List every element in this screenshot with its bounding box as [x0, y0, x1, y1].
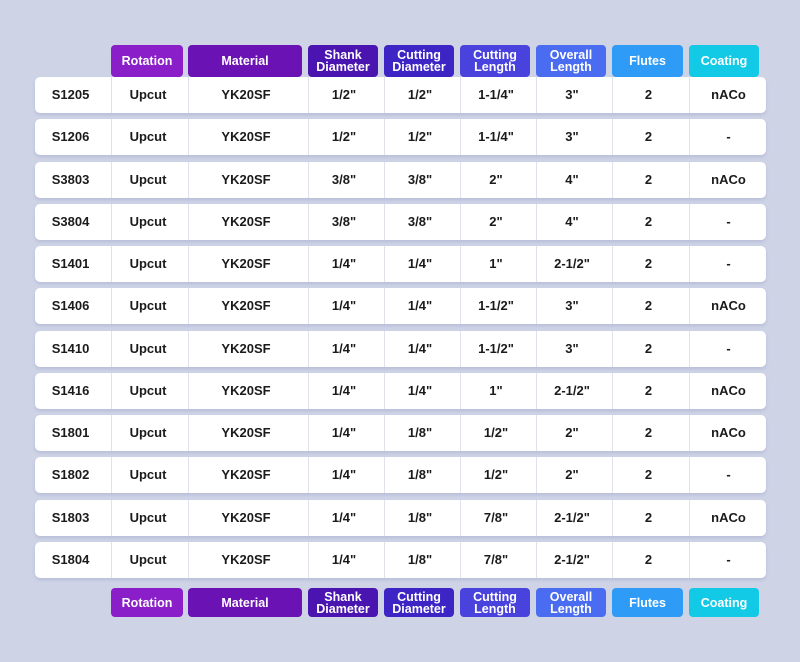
header-top-overall-length: [536, 45, 606, 77]
table-row[interactable]: [35, 246, 766, 282]
cell-sku: S1802: [51, 467, 90, 482]
header-bottom-cutting-length: [460, 588, 530, 617]
cell-flutes: 2: [612, 162, 684, 198]
header-top-material: [188, 45, 302, 77]
table-row[interactable]: [35, 457, 766, 493]
column-header-label: Material: [221, 54, 269, 68]
header-bottom-coating: [689, 588, 759, 617]
cell-cutting-diameter: 1/8": [384, 415, 455, 451]
column-header-label: Overall Length: [549, 589, 593, 616]
column-header-label: Shank Diameter: [316, 589, 370, 616]
cell-cutting-length: 1/2": [460, 457, 531, 493]
column-header-label: Material: [221, 595, 269, 610]
cell-cutting-diameter: 1/8": [384, 500, 455, 536]
cell-rotation: Upcut: [111, 288, 184, 324]
cell-rotation: Upcut: [111, 119, 184, 155]
cell-coating: -: [689, 246, 767, 282]
cell-flutes: 2: [612, 331, 684, 367]
cell-sku: S1416: [51, 383, 90, 398]
cell-flutes: 2: [612, 77, 684, 113]
cell-material: YK20SF: [188, 331, 303, 367]
cell-flutes: 2: [612, 457, 684, 493]
cell-flutes: 2: [612, 288, 684, 324]
cell-rotation: Upcut: [111, 415, 184, 451]
cell-shank-diameter: 1/4": [308, 415, 379, 451]
cell-sku: S3803: [51, 172, 90, 187]
column-header-label: Cutting Length: [473, 48, 517, 74]
cell-cutting-length: 1-1/2": [460, 288, 531, 324]
cell-shank-diameter: 1/4": [308, 457, 379, 493]
cell-sku: S3804: [51, 214, 90, 229]
cell-rotation: Upcut: [111, 77, 184, 113]
cell-flutes: 2: [612, 246, 684, 282]
cell-shank-diameter: 1/4": [308, 542, 379, 578]
table-row[interactable]: [35, 77, 766, 113]
cell-flutes: 2: [612, 373, 684, 409]
cell-rotation: Upcut: [111, 373, 184, 409]
table-row[interactable]: [35, 204, 766, 240]
table-row[interactable]: [35, 542, 766, 578]
header-top-shank-diameter: [308, 45, 378, 77]
cell-cutting-length: 1": [460, 373, 531, 409]
table-row[interactable]: [35, 119, 766, 155]
cell-coating: nACo: [689, 415, 767, 451]
cell-rotation: Upcut: [111, 542, 184, 578]
cell-overall-length: 2-1/2": [536, 246, 607, 282]
cell-overall-length: 3": [536, 77, 607, 113]
cell-coating: nACo: [689, 77, 767, 113]
cell-shank-diameter: 1/4": [308, 246, 379, 282]
column-header-label: Rotation: [121, 595, 173, 610]
cell-overall-length: 2": [536, 415, 607, 451]
cell-coating: -: [689, 119, 767, 155]
cell-rotation: Upcut: [111, 500, 184, 536]
header-bottom-rotation: [111, 588, 183, 617]
cell-cutting-diameter: 1/4": [384, 331, 455, 367]
cell-coating: -: [689, 331, 767, 367]
cell-shank-diameter: 3/8": [308, 204, 379, 240]
cell-rotation: Upcut: [111, 162, 184, 198]
column-header-row-bottom: [0, 582, 800, 622]
cell-overall-length: 3": [536, 331, 607, 367]
header-bottom-shank-diameter: [308, 588, 378, 617]
cell-rotation: Upcut: [111, 457, 184, 493]
cell-cutting-diameter: 1/8": [384, 457, 455, 493]
cell-overall-length: 2-1/2": [536, 542, 607, 578]
cell-material: YK20SF: [188, 246, 303, 282]
column-header-label: Cutting Length: [473, 589, 517, 616]
cell-flutes: 2: [612, 204, 684, 240]
cell-coating: -: [689, 204, 767, 240]
cell-sku: S1803: [51, 510, 90, 525]
cell-coating: -: [689, 457, 767, 493]
cell-coating: nACo: [689, 288, 767, 324]
cell-cutting-diameter: 1/4": [384, 373, 455, 409]
header-top-cutting-diameter: [384, 45, 454, 77]
cell-rotation: Upcut: [111, 331, 184, 367]
cell-shank-diameter: 1/4": [308, 288, 379, 324]
cell-coating: nACo: [689, 162, 767, 198]
cell-sku: S1205: [51, 87, 90, 102]
cell-shank-diameter: 1/2": [308, 77, 379, 113]
column-header-label: Flutes: [629, 595, 666, 610]
cell-flutes: 2: [612, 415, 684, 451]
header-bottom-cutting-diameter: [384, 588, 454, 617]
cell-rotation: Upcut: [111, 246, 184, 282]
cell-overall-length: 2-1/2": [536, 500, 607, 536]
cell-shank-diameter: 1/4": [308, 373, 379, 409]
column-header-label: Shank Diameter: [316, 48, 370, 74]
cell-overall-length: 2": [536, 457, 607, 493]
table-row[interactable]: [35, 415, 766, 451]
cell-material: YK20SF: [188, 288, 303, 324]
cell-sku: S1410: [51, 341, 90, 356]
cell-coating: -: [689, 542, 767, 578]
header-bottom-overall-length: [536, 588, 606, 617]
header-bottom-material: [188, 588, 302, 617]
cell-cutting-diameter: 1/2": [384, 119, 455, 155]
header-bottom-flutes: [612, 588, 683, 617]
cell-shank-diameter: 1/4": [308, 500, 379, 536]
cell-cutting-diameter: 3/8": [384, 162, 455, 198]
cell-sku: S1401: [51, 256, 90, 271]
cell-cutting-length: 7/8": [460, 542, 531, 578]
cell-shank-diameter: 1/4": [308, 331, 379, 367]
table-row[interactable]: [35, 162, 766, 198]
column-header-label: Rotation: [121, 54, 173, 68]
table-row[interactable]: [35, 288, 766, 324]
cell-material: YK20SF: [188, 415, 303, 451]
cell-sku: S1206: [51, 129, 90, 144]
table-row[interactable]: [35, 500, 766, 536]
cell-cutting-diameter: 1/4": [384, 246, 455, 282]
cell-flutes: 2: [612, 500, 684, 536]
cell-cutting-diameter: 1/4": [384, 288, 455, 324]
cell-overall-length: 4": [536, 162, 607, 198]
cell-coating: nACo: [689, 500, 767, 536]
cell-sku: S1804: [51, 552, 90, 567]
cell-overall-length: 3": [536, 119, 607, 155]
cell-material: YK20SF: [188, 162, 303, 198]
cell-rotation: Upcut: [111, 204, 184, 240]
header-top-cutting-length: [460, 45, 530, 77]
header-top-flutes: [612, 45, 683, 77]
cell-shank-diameter: 1/2": [308, 119, 379, 155]
column-header-label: Overall Length: [549, 48, 593, 74]
column-header-label: Cutting Diameter: [392, 48, 446, 74]
cell-cutting-length: 1-1/2": [460, 331, 531, 367]
column-header-label: Coating: [700, 54, 748, 68]
cell-cutting-length: 1-1/4": [460, 77, 531, 113]
cell-material: YK20SF: [188, 119, 303, 155]
table-row[interactable]: [35, 331, 766, 367]
cell-material: YK20SF: [188, 204, 303, 240]
cell-material: YK20SF: [188, 457, 303, 493]
column-header-label: Cutting Diameter: [392, 589, 446, 616]
cell-sku: S1406: [51, 298, 90, 313]
cell-cutting-diameter: 1/2": [384, 77, 455, 113]
column-header-row-top: [0, 0, 800, 80]
cell-cutting-diameter: 3/8": [384, 204, 455, 240]
cell-material: YK20SF: [188, 542, 303, 578]
cell-cutting-length: 1/2": [460, 415, 531, 451]
cell-material: YK20SF: [188, 373, 303, 409]
cell-cutting-length: 2": [460, 162, 531, 198]
cell-material: YK20SF: [188, 500, 303, 536]
cell-coating: nACo: [689, 373, 767, 409]
header-top-coating: [689, 45, 759, 77]
cell-cutting-length: 7/8": [460, 500, 531, 536]
cell-sku: S1801: [51, 425, 90, 440]
cell-material: YK20SF: [188, 77, 303, 113]
cell-cutting-length: 1-1/4": [460, 119, 531, 155]
header-top-rotation: [111, 45, 183, 77]
cell-flutes: 2: [612, 542, 684, 578]
cell-overall-length: 3": [536, 288, 607, 324]
column-header-label: Coating: [700, 595, 748, 610]
cell-flutes: 2: [612, 119, 684, 155]
cell-cutting-diameter: 1/8": [384, 542, 455, 578]
cell-overall-length: 4": [536, 204, 607, 240]
cell-shank-diameter: 3/8": [308, 162, 379, 198]
table-row[interactable]: [35, 373, 766, 409]
cell-cutting-length: 2": [460, 204, 531, 240]
column-header-label: Flutes: [629, 54, 666, 68]
cell-overall-length: 2-1/2": [536, 373, 607, 409]
cell-cutting-length: 1": [460, 246, 531, 282]
